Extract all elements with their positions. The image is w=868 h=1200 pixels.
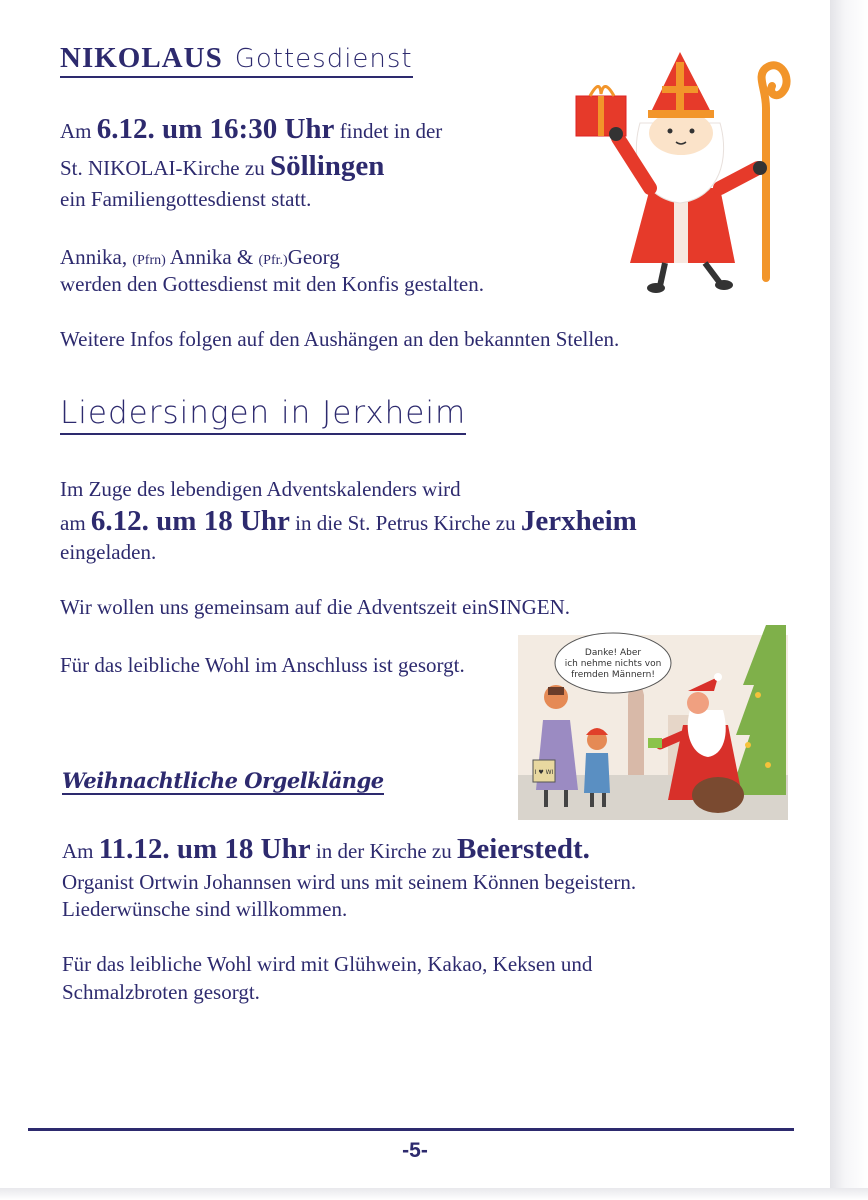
scan-bottom-edge xyxy=(0,1188,868,1200)
section2-line2 xyxy=(60,505,637,537)
section3-line4: Für das leibliche Wohl wird mit Glühwein, Kakao, Keksen und xyxy=(62,952,593,976)
section3-place: Beierstedt. xyxy=(457,833,590,865)
footer-rule xyxy=(28,1128,794,1131)
section1-line3: ein Familiengottesdienst statt. xyxy=(60,187,312,211)
section1-title-strong: NIKOLAUS xyxy=(60,42,223,74)
section3-line5: Schmalzbroten gesorgt. xyxy=(62,980,260,1004)
section1-line6: Weitere Infos folgen auf den Aushängen an den bekannten Stellen. xyxy=(60,327,620,351)
text-annika: Annika, xyxy=(60,245,133,269)
section2-line5: Für das leibliche Wohl im Anschluss ist gesorgt. xyxy=(60,653,465,677)
section2-line1: Im Zuge des lebendigen Adventskalenders wird xyxy=(60,477,461,501)
speech-line1: Danke! Aber xyxy=(584,648,642,658)
section1-place: Söllingen xyxy=(269,150,385,182)
text-am2: am xyxy=(60,511,91,535)
bag-text: I ♥ WI xyxy=(534,769,554,776)
section3-line1 xyxy=(62,833,590,865)
speech-line2: ich nehme nichts von xyxy=(564,659,662,669)
section3-line3: Liederwünsche sind willkommen. xyxy=(62,897,348,921)
section1-datetime: 6.12. um 16:30 Uhr xyxy=(96,113,335,145)
text-kirche: in der Kirche zu xyxy=(310,839,457,863)
santa-illustration xyxy=(570,38,800,296)
cartoon-illustration xyxy=(518,625,788,820)
section1-title-hand: Gottesdienst xyxy=(234,44,413,74)
text-church: St. NIKOLAI-Kirche zu xyxy=(60,156,270,180)
section3-title: Weihnachtliche Orgelklänge xyxy=(62,768,384,793)
text-annika2: Annika & xyxy=(165,245,259,269)
section2-datetime: 6.12. um 18 Uhr xyxy=(90,505,290,537)
text-pfrn: (Pfrn) xyxy=(132,253,166,268)
section1-line2 xyxy=(60,150,385,182)
section1-line5: werden den Gottesdienst mit den Konfis gestalten. xyxy=(60,272,484,296)
section2-line3: eingeladen. xyxy=(60,540,157,564)
text-am: Am xyxy=(60,119,97,143)
text-pfr: (Pfr.) xyxy=(258,253,288,268)
text-findet: findet in der xyxy=(334,119,443,143)
section2-title: Liedersingen in Jerxheim xyxy=(60,395,466,435)
section3-line2: Organist Ortwin Johannsen wird uns mit seinem Können begeistern. xyxy=(62,870,637,894)
section2-line4: Wir wollen uns gemeinsam auf die Adventszeit einSINGEN. xyxy=(60,595,571,619)
speech-line3: fremden Männern! xyxy=(571,670,655,680)
section2-place: Jerxheim xyxy=(520,505,637,537)
scan-edge xyxy=(830,0,868,1200)
section1-line4 xyxy=(60,244,340,274)
page-number: -5- xyxy=(402,1139,428,1162)
text-petrus: in die St. Petrus Kirche zu xyxy=(289,511,521,535)
text-georg: Georg xyxy=(287,245,340,269)
text-am3: Am xyxy=(62,839,99,863)
section1-line1 xyxy=(60,113,443,145)
section1-title xyxy=(60,42,413,78)
section3-datetime: 11.12. um 18 Uhr xyxy=(98,833,311,865)
